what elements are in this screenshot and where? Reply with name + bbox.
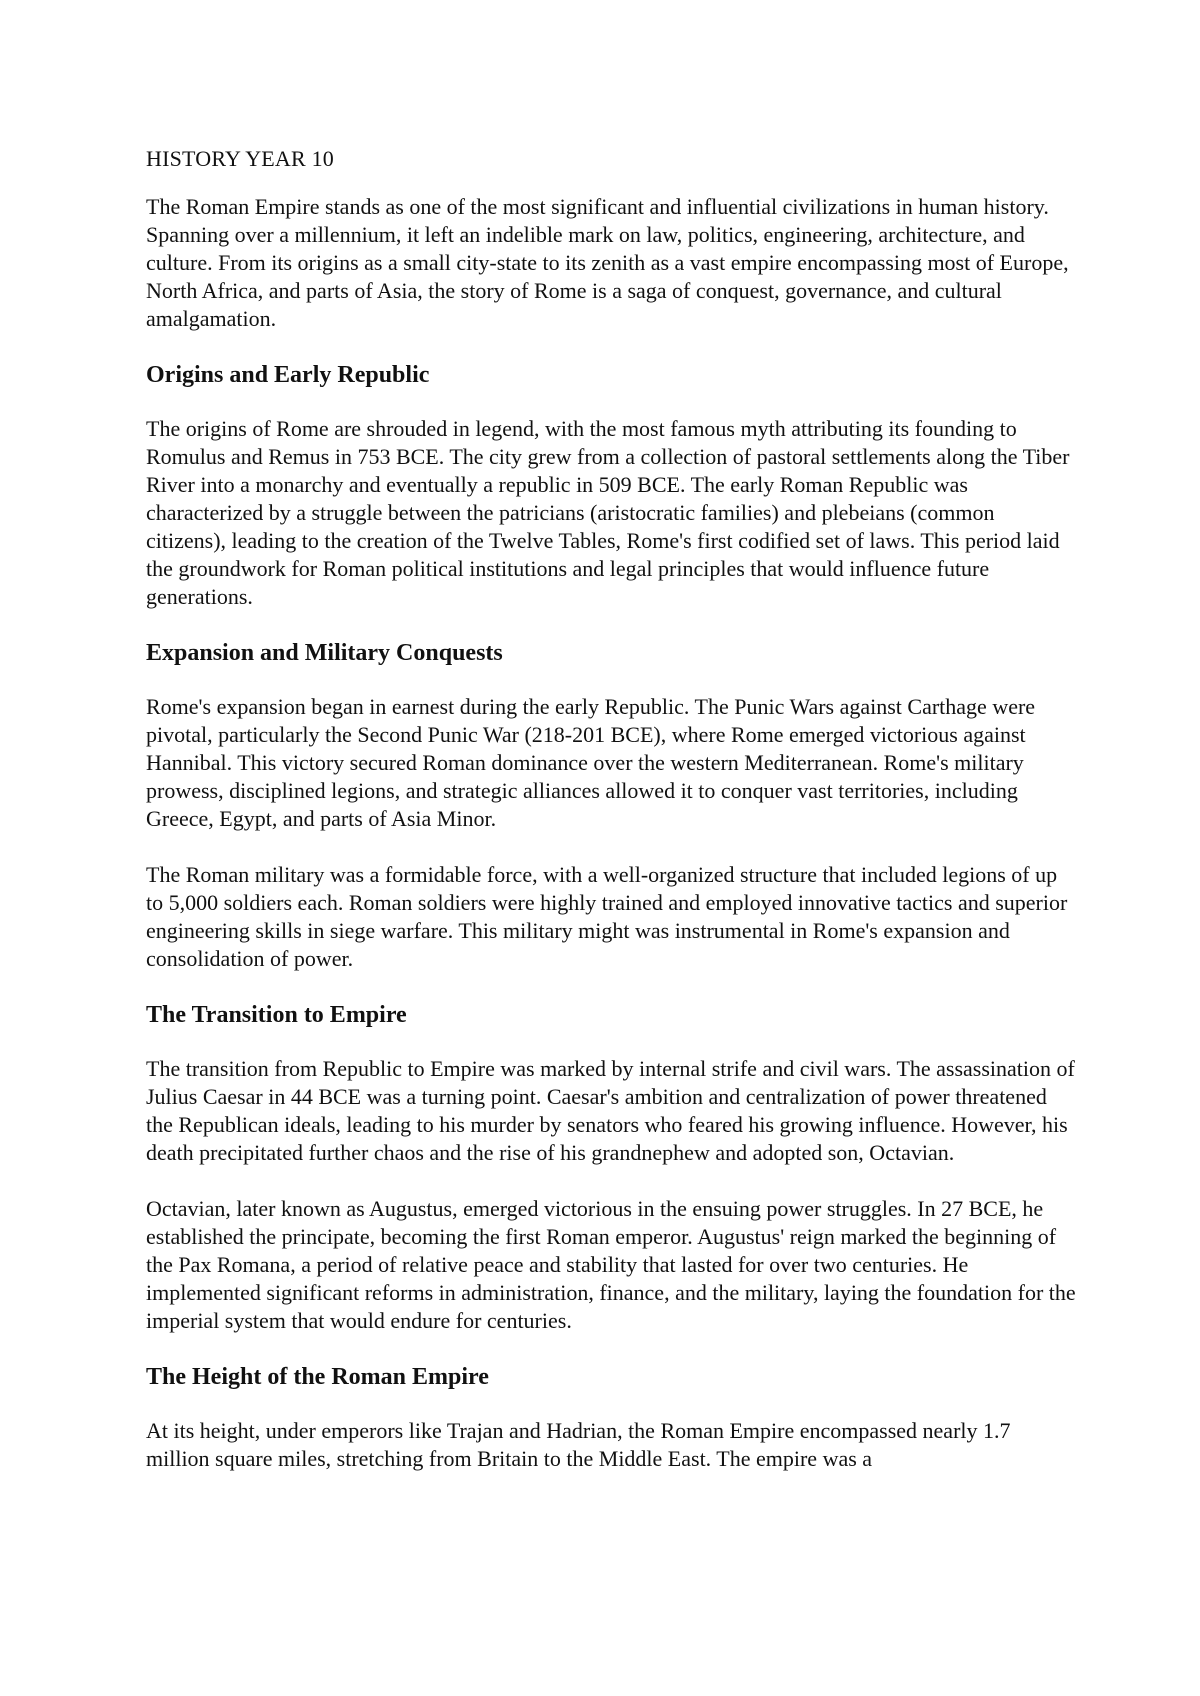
section-heading-transition: The Transition to Empire [146, 1002, 407, 1028]
section-paragraph: At its height, under emperors like Trajan and Hadrian, the Roman Empire encompassed nearly 1.7 million square miles, stretching from Britain to the Middle East. The empire was a [146, 1418, 1011, 1471]
section-paragraph: The transition from Republic to Empire was marked by internal strife and civil wars. The assassination of Julius Caesar in 44 BCE was a turning point. Caesar's ambition and centralization of power threatened the Republican ideals, leading to his murder by senators who feared his growing influence. However, his death precipitated further chaos and the rise of his grandnephew and adopted son, Octavian. [146, 1056, 1075, 1165]
section-paragraph: Octavian, later known as Augustus, emerged victorious in the ensuing power struggles. In 27 BCE, he established the principate, becoming the first Roman emperor. Augustus' reign marked the beginning of the Pax Romana, a period of relative peace and stability that lasted for over two centuries. He implemented significant reforms in administration, finance, and the military, laying the foundation for the imperial system that would endure for centuries. [146, 1196, 1076, 1333]
section-paragraph: The origins of Rome are shrouded in legend, with the most famous myth attributing its founding to Romulus and Remus in 753 BCE. The city grew from a collection of pastoral settlements along the Tiber River into a monarchy and eventually a republic in 509 BCE. The early Roman Republic was characterized by a struggle between the patricians (aristocratic families) and plebeians (common citizens), leading to the creation of the Twelve Tables, Rome's first codified set of laws. This period laid the groundwork for Roman political institutions and legal principles that would influence future generations. [146, 416, 1070, 609]
section-heading-height: The Height of the Roman Empire [146, 1364, 489, 1390]
section-paragraph: The Roman military was a formidable force, with a well-organized structure that included legions of up to 5,000 soldiers each. Roman soldiers were highly trained and employed innovative tactics and superior engineering skills in siege warfare. This military might was instrumental in Rome's expansion and consolidation of power. [146, 862, 1068, 971]
section-heading-origins: Origins and Early Republic [146, 362, 430, 388]
document-title: HISTORY YEAR 10 [146, 146, 334, 171]
document-body [146, 145, 1076, 1501]
section-paragraph: Rome's expansion began in earnest during the early Republic. The Punic Wars against Carthage were pivotal, particularly the Second Punic War (218-201 BCE), where Rome emerged victorious against Hannibal. This victory secured Roman dominance over the western Mediterranean. Rome's military prowess, disciplined legions, and strategic alliances allowed it to conquer vast territories, including Greece, Egypt, and parts of Asia Minor. [146, 694, 1036, 831]
section-heading-expansion: Expansion and Military Conquests [146, 640, 503, 666]
intro-paragraph: The Roman Empire stands as one of the most significant and influential civilizations in human history. Spanning over a millennium, it left an indelible mark on law, politics, engineering, architecture, and culture. From its origins as a small city-state to its zenith as a vast empire encompassing most of Europe, North Africa, and parts of Asia, the story of Rome is a saga of conquest, governance, and cultural amalgamation. [146, 194, 1069, 331]
